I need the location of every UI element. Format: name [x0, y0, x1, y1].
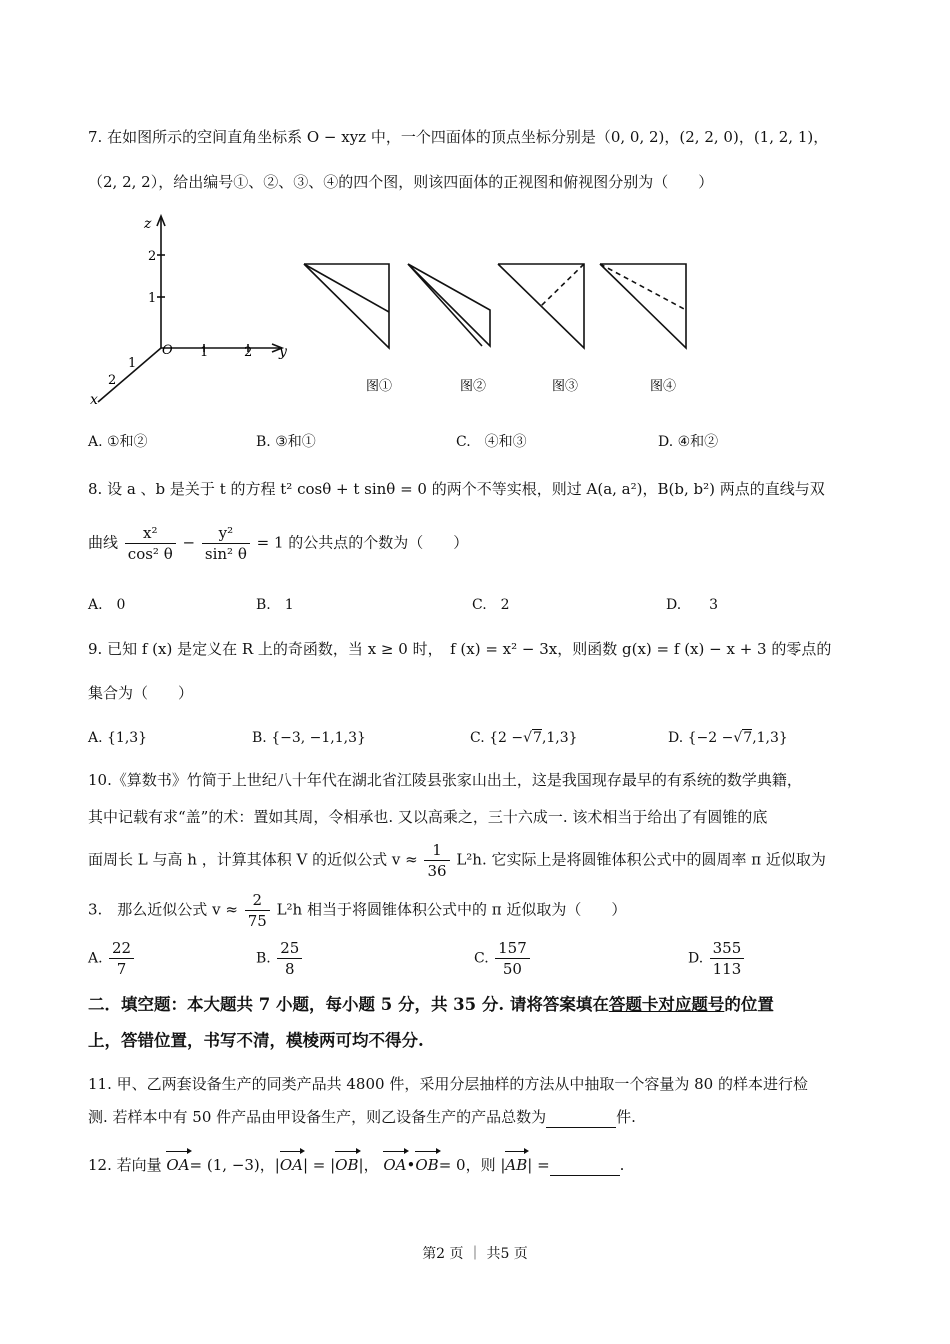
q10-option-b-label: B. — [256, 950, 271, 967]
axis-tick-y1: 1 — [200, 345, 209, 360]
q10-option-c-num: 157 — [495, 938, 530, 959]
q9-option-d-pre: D. {−2 − — [668, 730, 734, 746]
q8-line2 — [88, 523, 468, 564]
q7-line1: 7. 在如图所示的空间直角坐标系 O − xyz 中，一个四面体的顶点坐标分别是（0, 0, 2)，(2, 2, 0)，(1, 2, 1)， — [88, 128, 829, 146]
q7-line2: （2, 2, 2），给出编号①、②、③、④的四个图，则该四面体的正视图和俯视图分别为（ ） — [88, 173, 714, 191]
q10-option-d-fraction — [710, 938, 745, 979]
coordinate-axes — [98, 216, 282, 402]
q8-line2-prefix: 曲线 — [88, 533, 119, 552]
section2-heading-post: 的位置 — [724, 995, 774, 1014]
q10-option-c — [474, 938, 532, 979]
q10-option-a-fraction — [109, 938, 134, 979]
q10-line1: 10.《算数书》竹简于上世纪八十年代在湖北省江陵县张家山出土，这是我国现存最早的有系统的数学典籍， — [88, 771, 802, 789]
q10-option-a-den: 7 — [116, 960, 127, 978]
q12-eq2: | = | — [302, 1156, 336, 1174]
q11-line2 — [88, 1106, 636, 1128]
q12-eq3: |， — [358, 1156, 379, 1174]
q8-fraction-y — [202, 523, 250, 564]
q8-minus: − — [182, 533, 196, 552]
q10-option-d — [688, 938, 746, 979]
q8-fraction-y-den: sin² θ — [204, 545, 247, 563]
q9-option-d: D. {−2 −√7,1,3} — [668, 730, 788, 746]
q10-fraction-2-75-num: 2 — [245, 890, 270, 911]
q10-option-b-fraction — [277, 938, 302, 979]
axis-x-label: x — [90, 392, 98, 408]
q9-option-b: B. {−3, −1,1,3} — [252, 730, 366, 746]
q9-option-a: A. {1,3} — [88, 730, 148, 746]
q12-vector-ob: OB — [335, 1156, 359, 1174]
q11-answer-blank[interactable] — [546, 1111, 616, 1128]
q9-line2: 集合为（ ） — [88, 684, 194, 702]
q9-option-d-radicand: 7 — [743, 730, 753, 746]
q11-line2-pre: 测. 若样本中有 50 件产品由甲设备生产，则乙设备生产的产品总数为 — [88, 1108, 547, 1126]
q10-fraction-1-36-num: 1 — [424, 840, 449, 861]
section2-heading-line2: 上，答错位置，书写不清，模棱两可均不得分. — [88, 1031, 424, 1050]
q10-fraction-2-75-den: 75 — [247, 912, 267, 930]
view-figure-3 — [498, 264, 584, 348]
q10-option-d-label: D. — [688, 950, 704, 967]
q10-line3-pre: 面周长 L 与高 h ，计算其体积 V 的近似公式 v ≈ — [88, 850, 418, 869]
axis-tick-z2: 2 — [148, 249, 157, 264]
axis-tick-x2: 2 — [108, 373, 117, 388]
axis-tick-y2: 2 — [244, 345, 253, 360]
q12-end: . — [619, 1156, 625, 1174]
q12-line — [88, 1154, 624, 1176]
axis-tick-x1: 1 — [128, 356, 137, 371]
section2-heading-underlined: 答题卡对应题号 — [608, 995, 725, 1014]
q8-fraction-x — [125, 523, 176, 564]
q10-line3 — [88, 840, 826, 881]
q10-option-b — [256, 938, 304, 979]
q8-line1: 8. 设 a 、b 是关于 t 的方程 t² cosθ + t sinθ = 0 的两个不等实根，则过 A(a, a²)，B(b, b²) 两点的直线与双 — [88, 480, 825, 498]
q8-line2-suffix: = 1 的公共点的个数为（ ） — [256, 533, 469, 552]
q7-figure — [86, 210, 726, 410]
q7-option-c: C. ④和③ — [456, 434, 527, 450]
q10-option-d-num: 355 — [710, 938, 745, 959]
q9-option-c: C. {2 −√7,1,3} — [470, 730, 578, 746]
q8-option-d: D. 3 — [666, 597, 719, 613]
q10-option-c-label: C. — [474, 950, 489, 967]
q12-vector-oa-2: OA — [279, 1156, 303, 1174]
q10-option-a-label: A. — [88, 950, 103, 967]
figure-label-1: 图① — [366, 379, 393, 394]
q10-line4-pre: 3. 那么近似公式 v ≈ — [88, 900, 238, 919]
q10-option-b-num: 25 — [277, 938, 302, 959]
page-footer: 第2 页 ｜ 共5 页 — [422, 1246, 528, 1262]
q10-line4-post: L²h 相当于将圆锥体积公式中的 π 近似取为（ ） — [276, 900, 627, 919]
axis-y-label: y — [279, 344, 287, 360]
q9-option-c-post: ,1,3} — [541, 730, 578, 746]
view-figure-2 — [408, 264, 490, 346]
q10-option-b-den: 8 — [284, 960, 295, 978]
q10-fraction-1-36 — [424, 840, 449, 881]
q12-dot: • — [406, 1156, 416, 1174]
q12-eq5: | = — [527, 1156, 550, 1174]
q8-fraction-x-num: x² — [125, 523, 176, 544]
q11-line1: 11. 甲、乙两套设备生产的同类产品共 4800 件，采用分层抽样的方法从中抽取一个容量为 80 的样本进行检 — [88, 1075, 808, 1093]
axis-z-label: z — [144, 216, 152, 232]
figure-label-4: 图④ — [650, 379, 677, 394]
axis-tick-z1: 1 — [148, 291, 157, 306]
q10-line2: 其中记载有求“盖”的术：置如其周，令相承也. 又以高乘之，三十六成一. 该术相当于给出了有圆锥的底 — [88, 808, 768, 826]
q8-option-a: A. 0 — [88, 597, 126, 613]
q12-eq1: = (1, −3)，| — [189, 1156, 280, 1174]
q7-option-d: D. ④和② — [658, 434, 719, 450]
q8-fraction-x-den: cos² θ — [127, 545, 173, 563]
q12-answer-blank[interactable] — [550, 1159, 620, 1176]
view-figure-4 — [600, 264, 686, 348]
q8-option-c: C. 2 — [472, 597, 510, 613]
q12-eq4: = 0，则 | — [438, 1156, 506, 1174]
q10-fraction-2-75 — [245, 890, 270, 931]
axis-origin-label: O — [162, 343, 173, 358]
q10-line3-post: L²h. 它实际上是将圆锥体积公式中的圆周率 π 近似取为 — [456, 850, 826, 869]
q12-vector-ab: AB — [505, 1156, 528, 1174]
section2-heading-pre: 二．填空题：本大题共 7 小题，每小题 5 分，共 35 分. 请将答案填在 — [88, 995, 609, 1014]
q10-fraction-1-36-den: 36 — [427, 862, 447, 880]
q9-option-c-pre: C. {2 − — [470, 730, 524, 746]
q12-vector-ob-2: OB — [415, 1156, 439, 1174]
figure-label-3: 图③ — [552, 379, 579, 394]
q9-option-d-post: ,1,3} — [752, 730, 788, 746]
q7-option-b: B. ③和① — [256, 434, 316, 450]
q10-line4 — [88, 890, 626, 931]
q8-fraction-y-num: y² — [202, 523, 250, 544]
view-figure-1 — [304, 264, 389, 348]
section2-heading-line1 — [88, 994, 774, 1016]
q9-line1: 9. 已知 f (x) 是定义在 R 上的奇函数，当 x ≥ 0 时， f (x) = x² − 3x，则函数 g(x) = f (x) − x + 3 的零点的 — [88, 640, 832, 658]
q8-option-b: B. 1 — [256, 597, 294, 613]
q12-vector-oa-3: OA — [383, 1156, 407, 1174]
q10-option-a-num: 22 — [109, 938, 134, 959]
q12-pre: 12. 若向量 — [88, 1156, 162, 1174]
q12-vector-oa: OA — [166, 1156, 190, 1174]
q11-line2-post: 件. — [616, 1108, 636, 1126]
q10-option-c-den: 50 — [502, 960, 522, 978]
figure-label-2: 图② — [460, 379, 487, 394]
q10-option-c-fraction — [495, 938, 530, 979]
q9-option-c-radicand: 7 — [533, 730, 542, 746]
q10-option-d-den: 113 — [712, 960, 742, 978]
q10-option-a — [88, 938, 136, 979]
q7-option-a: A. ①和② — [88, 434, 148, 450]
